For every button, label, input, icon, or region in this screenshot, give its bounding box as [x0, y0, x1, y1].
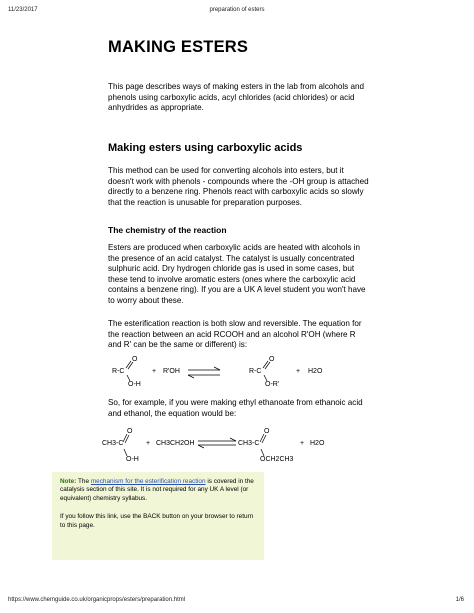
note-text-post: is covered in the catalysis section of this site. It is not required for any UK A level (or equivalent) chemistry syllabus. — [60, 478, 254, 502]
eq2-plus-2: + — [300, 440, 305, 447]
page-title: MAKING ESTERS — [108, 38, 249, 56]
eq1-acid-r: R-C — [112, 368, 125, 375]
footer-url: https://www.chemguide.co.uk/organicprops/esters/preparation.html — [8, 597, 186, 603]
section-paragraph-method: This method can be used for converting alcohols into esters, but it doesn't work with phenols - compounds where the -OH group is attached directly to a benzene ring. Phenols react with carboxylic acids so slowly that the reaction is unusable for preparation purposes. — [108, 166, 369, 207]
note-paragraph-2: If you follow this link, use the BACK button on your browser to return to this page. — [60, 513, 254, 529]
eq2-ester-o: O — [264, 428, 270, 435]
equation-general — [108, 356, 370, 392]
eq2-water: H2O — [310, 440, 325, 447]
eq2-ethanol: CH3CH2OH — [156, 440, 195, 447]
equation-ethyl-ethanoate-bonds — [108, 428, 370, 470]
eq1-alcohol: R'OH — [163, 368, 180, 375]
eq2-ester-ch3: CH3-C — [238, 440, 260, 447]
intro-paragraph: This page describes ways of making esters in the lab from alcohols and phenols using carboxylic acids, acyl chlorides (acid chlorides) or acid anhydrides as appropriate. — [108, 82, 364, 113]
chemistry-paragraph-2: The esterification reaction is both slow and reversible. The equation for the reaction between an acid RCOOH and an alcohol R'OH (where R and R' can be the same or different) is: — [108, 319, 362, 350]
note-box — [52, 472, 264, 560]
note-text-pre: The — [78, 478, 90, 485]
section-heading-carboxylic-acids: Making esters using carboxylic acids — [108, 142, 303, 154]
note-paragraph-1 — [60, 478, 256, 503]
chemistry-paragraph-1: Esters are produced when carboxylic acids are heated with alcohols in the presence of an acid catalyst. The catalyst is usually concentrated sulphuric acid. Dry hydrogen chloride gas is used in some cases, but these tend to involve aromatic esters (ones where the carboxylic acid contains a benzene ring). If you are a UK A level student you won't have to worry about these. — [108, 243, 366, 305]
chemistry-paragraph-3: So, for example, if you were making ethyl ethanoate from ethanoic acid and ethanol, the equation would be: — [108, 398, 363, 418]
eq2-ester-ocH2cH3: OCH2CH3 — [260, 456, 294, 463]
equation-general-bonds — [108, 356, 370, 392]
page-content — [102, 30, 370, 463]
note-label: Note: — [60, 478, 77, 485]
eq1-water: H2O — [308, 368, 323, 375]
eq1-acid-oh: O-H — [128, 381, 141, 388]
header-doc-title: preparation of esters — [209, 7, 265, 13]
header-date: 11/23/2017 — [8, 7, 38, 13]
eq1-acid-o: O — [132, 356, 138, 363]
eq2-plus-1: + — [146, 440, 151, 447]
eq2-acid-oh: O-H — [126, 456, 139, 463]
eq1-plus-1: + — [152, 368, 157, 375]
eq1-ester-r: R-C — [249, 368, 262, 375]
eq2-acid-o: O — [127, 428, 133, 435]
equation-ethyl-ethanoate — [102, 428, 370, 470]
eq1-plus-2: + — [296, 368, 301, 375]
eq1-ester-or: O-R' — [265, 381, 280, 388]
section-heading-chemistry: The chemistry of the reaction — [108, 225, 227, 235]
eq2-acid-ch3: CH3-C — [102, 440, 124, 447]
mechanism-link[interactable]: mechanism for the esterification reaction — [90, 478, 206, 485]
footer-page-number: 1/6 — [455, 597, 464, 603]
eq1-ester-o: O — [269, 356, 275, 363]
